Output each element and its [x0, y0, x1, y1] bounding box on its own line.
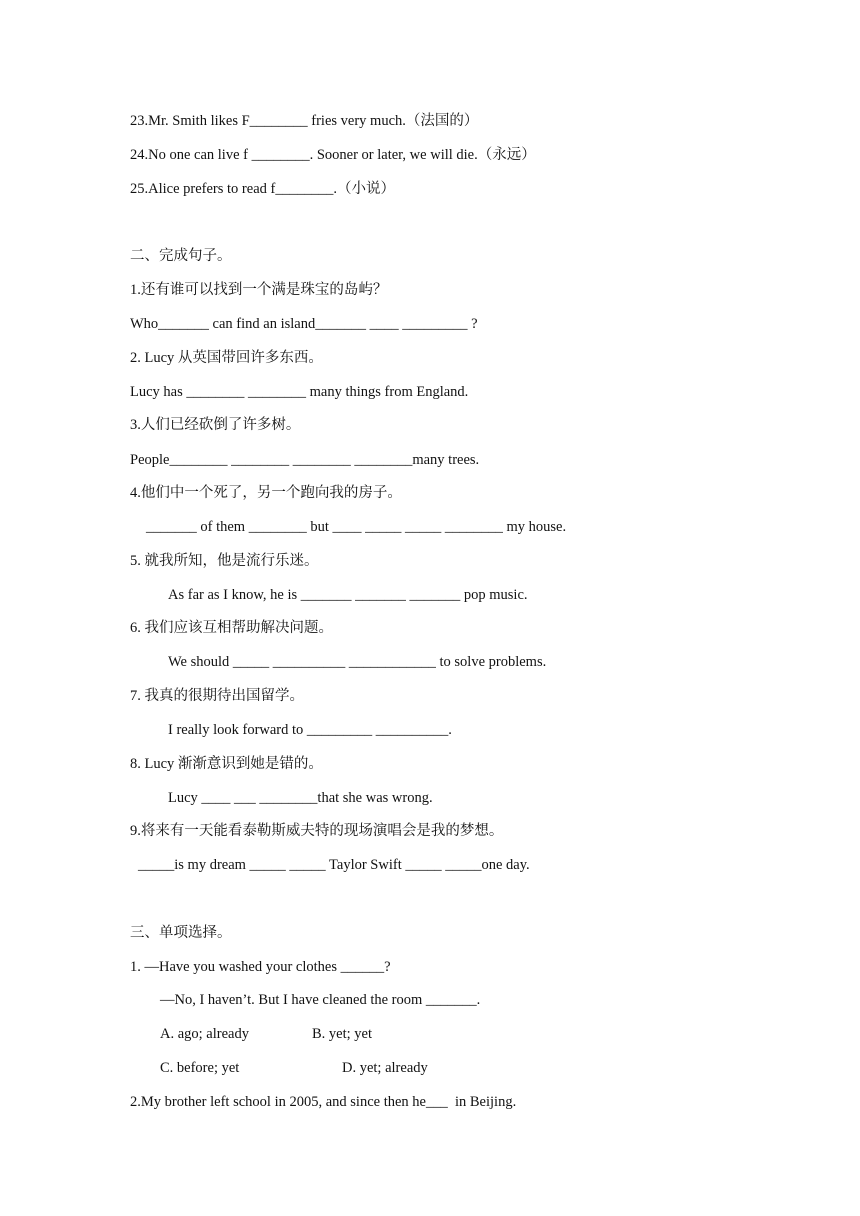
sentence-2-english: Lucy has ________ ________ many things from England.	[130, 384, 469, 400]
vocab-item-24: 24.No one can live f ________. Sooner or later, we will die.（永远）	[130, 147, 536, 163]
sentence-7-english: I really look forward to _________ __________.	[168, 722, 452, 738]
vocab-item-25: 25.Alice prefers to read f________.（小说）	[130, 181, 395, 197]
mc-question-1-option-a: A. ago; already	[160, 1026, 249, 1042]
sentence-9-english: _____is my dream _____ _____ Taylor Swift _____ _____one day.	[138, 857, 530, 873]
mc-question-1-option-c: C. before; yet	[160, 1060, 240, 1076]
sentence-4-english: _______ of them ________ but ____ _____ _____ ________ my house.	[146, 519, 567, 535]
sentence-6-english: We should _____ __________ ____________ to solve problems.	[168, 654, 547, 670]
vocab-item-23: 23.Mr. Smith likes F________ fries very much.（法国的）	[130, 113, 479, 129]
section-heading-complete-sentences: 二、完成句子。	[130, 248, 232, 264]
sentence-8-english: Lucy ____ ___ ________that she was wrong.	[168, 790, 433, 806]
sentence-1-chinese: 1.还有谁可以找到一个满是珠宝的岛屿？	[130, 282, 388, 298]
sentence-9-chinese: 9.将来有一天能看泰勒斯威夫特的现场演唱会是我的梦想。	[130, 823, 504, 839]
sentence-2-chinese: 2. Lucy 从英国带回许多东西。	[130, 350, 323, 366]
sentence-4-chinese: 4.他们中一个死了，另一个跑向我的房子。	[130, 485, 402, 501]
mc-question-1-stem: 1. —Have you washed your clothes ______?	[130, 959, 391, 975]
sentence-7-chinese: 7. 我真的很期待出国留学。	[130, 688, 304, 704]
section-heading-multiple-choice: 三、单项选择。	[130, 925, 232, 941]
sentence-3-chinese: 3.人们已经砍倒了许多树。	[130, 417, 301, 433]
sentence-6-chinese: 6. 我们应该互相帮助解决问题。	[130, 620, 333, 636]
sentence-3-english: People________ ________ ________ ________many trees.	[130, 452, 480, 468]
sentence-5-english: As far as I know, he is _______ _______ _______ pop music.	[168, 587, 528, 603]
sentence-1-english: Who_______ can find an island_______ ____ _________ ?	[130, 316, 478, 332]
sentence-5-chinese: 5. 就我所知，他是流行乐迷。	[130, 553, 319, 569]
mc-question-1-option-b: B. yet; yet	[312, 1026, 373, 1042]
sentence-8-chinese: 8. Lucy 渐渐意识到她是错的。	[130, 756, 323, 772]
mc-question-1-reply: —No, I haven’t. But I have cleaned the room _______.	[160, 992, 481, 1008]
mc-question-1-option-d: D. yet; already	[342, 1060, 428, 1076]
mc-question-2-stem: 2.My brother left school in 2005, and since then he___ in Beijing.	[130, 1094, 517, 1110]
